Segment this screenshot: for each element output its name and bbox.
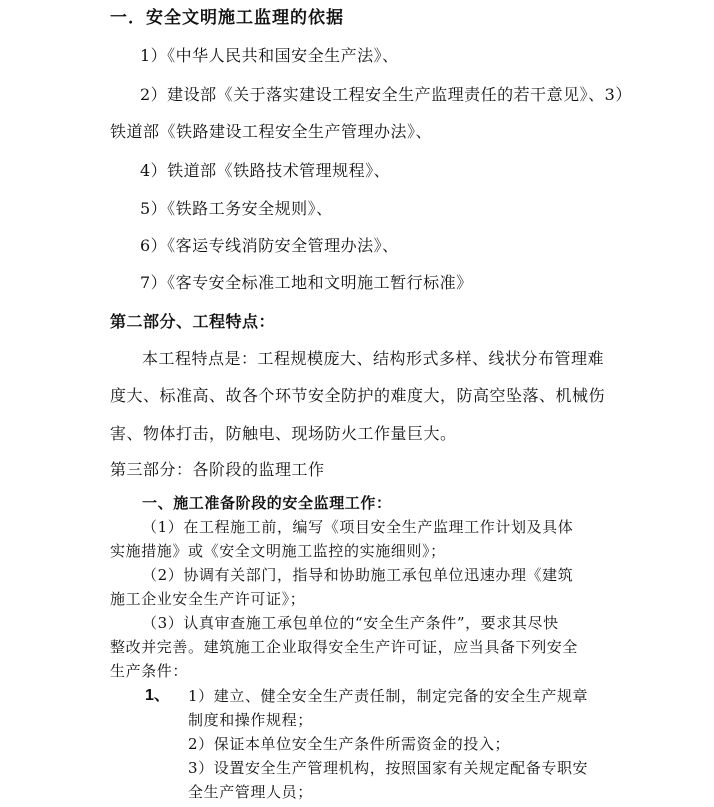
list-number: 1、 bbox=[145, 687, 170, 704]
section-heading-features: 第二部分、工程特点： bbox=[110, 312, 276, 331]
stage-subheading-preparation: 一、施工准备阶段的安全监理工作： bbox=[142, 494, 392, 512]
basis-item-5: 5）《铁路工务安全规则》、 bbox=[140, 199, 333, 218]
condition-3-line-1: 3）设置安全生产管理机构，按照国家有关规定配备专职安 bbox=[188, 759, 589, 777]
condition-1-line-2: 制度和操作规程； bbox=[188, 711, 313, 729]
prep-item-2-line-1: （2）协调有关部门，指导和协助施工承包单位迅速办理《建筑 bbox=[142, 566, 574, 584]
basis-item-1: 1）《中华人民共和国安全生产法》、 bbox=[140, 46, 399, 65]
condition-1-line-1: 1）建立、健全安全生产责任制，制定完备的安全生产规章 bbox=[188, 687, 589, 705]
basis-item-2: 2）建设部《关于落实建设工程安全生产监理责任的若干意见》、3） bbox=[140, 85, 632, 104]
prep-item-3-line-1: （3）认真审查施工承包单位的“安全生产条件”，要求其尽快 bbox=[142, 614, 559, 632]
condition-3-line-2: 全生产管理人员； bbox=[188, 783, 313, 801]
prep-item-1-line-1: （1）在工程施工前，编写《项目安全生产监理工作计划及具体 bbox=[142, 518, 574, 536]
features-paragraph-line-3: 害、物体打击，防触电、现场防火工作量巨大。 bbox=[110, 424, 457, 443]
prep-item-2-line-2: 施工企业安全生产许可证》； bbox=[110, 590, 306, 608]
features-paragraph-line-2: 度大、标准高、故各个环节安全防护的难度大，防高空坠落、机械伤 bbox=[110, 386, 606, 405]
prep-item-3-line-2: 整改并完善。建筑施工企业取得安全生产许可证，应当具备下列安全 bbox=[110, 638, 579, 656]
condition-2: 2）保证本单位安全生产条件所需资金的投入； bbox=[188, 735, 511, 753]
basis-item-3: 铁道部《铁路建设工程安全生产管理办法》、 bbox=[110, 122, 433, 141]
section-heading-basis: 一．安全文明施工监理的依据 bbox=[110, 8, 344, 28]
features-paragraph-line-1: 本工程特点是：工程规模庞大、结构形式多样、线状分布管理难 bbox=[142, 349, 605, 368]
basis-item-4: 4）铁道部《铁路技术管理规程》、 bbox=[140, 161, 391, 180]
section-heading-stages: 第三部分：各阶段的监理工作 bbox=[110, 460, 325, 479]
basis-item-6: 6）《客运专线消防安全管理办法》、 bbox=[140, 236, 399, 255]
prep-item-1-line-2: 实施措施》或《安全文明施工监控的实施细则》； bbox=[110, 542, 446, 560]
basis-item-7: 7）《客专安全标准工地和文明施工暂行标准》 bbox=[140, 273, 473, 292]
prep-item-3-line-3: 生产条件： bbox=[110, 662, 189, 680]
